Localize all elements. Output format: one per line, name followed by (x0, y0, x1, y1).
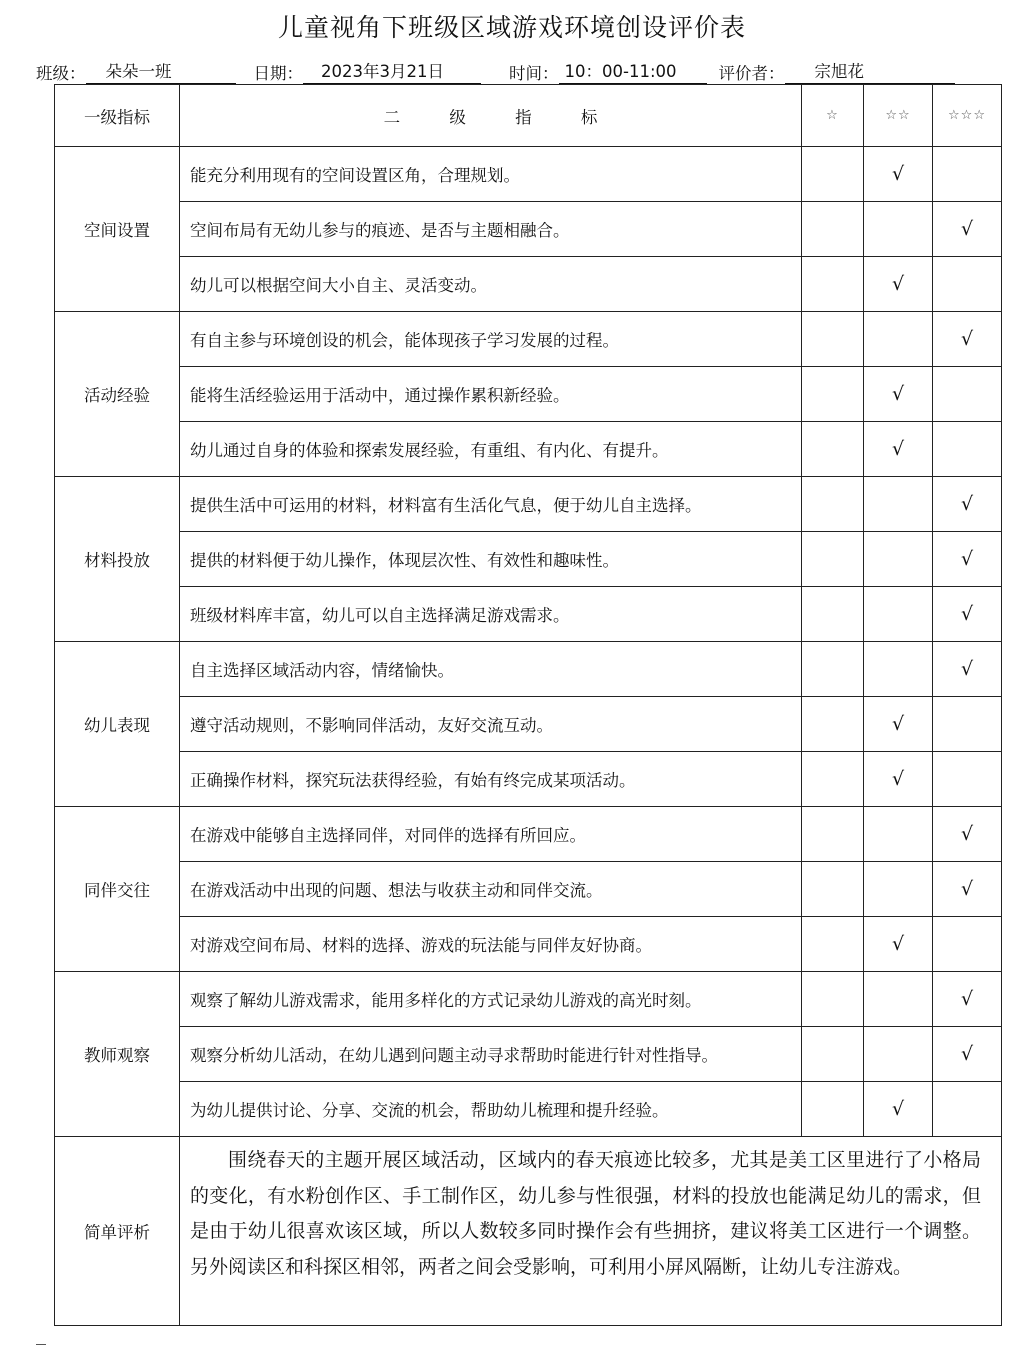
table-row (55, 972, 1002, 1027)
rating-cell-1-star[interactable] (802, 1082, 864, 1137)
table-row (55, 202, 1002, 257)
rating-cell-2-star[interactable] (864, 257, 933, 312)
rating-cell-3-star[interactable] (933, 697, 1002, 752)
rating-cell-1-star[interactable] (802, 587, 864, 642)
check-mark-icon: √ (891, 1098, 905, 1120)
table-header-row (55, 85, 1002, 147)
comment-row (55, 1137, 1002, 1326)
rating-cell-2-star[interactable] (864, 477, 933, 532)
rating-cell-2-star[interactable] (864, 147, 933, 202)
class-label: 班级： (36, 64, 86, 83)
check-mark-icon: √ (960, 493, 974, 515)
rating-cell-2-star[interactable] (864, 642, 933, 697)
rating-cell-2-star[interactable] (864, 202, 933, 257)
rating-cell-2-star[interactable] (864, 587, 933, 642)
criterion-cell: 幼儿可以根据空间大小自主、灵活变动。 (180, 257, 802, 312)
table-row (55, 147, 1002, 202)
criterion-cell: 观察了解幼儿游戏需求，能用多样化的方式记录幼儿游戏的高光时刻。 (180, 972, 802, 1027)
rating-cell-3-star[interactable] (933, 312, 1002, 367)
criterion-cell: 在游戏活动中出现的问题、想法与收获主动和同伴交流。 (180, 862, 802, 917)
check-mark-icon: √ (960, 658, 974, 680)
table-row (55, 1027, 1002, 1082)
check-mark-icon: √ (891, 163, 905, 185)
rating-cell-1-star[interactable] (802, 257, 864, 312)
rating-cell-1-star[interactable] (802, 1027, 864, 1082)
table-row (55, 477, 1002, 532)
check-mark-icon: √ (960, 1043, 974, 1065)
rating-cell-1-star[interactable] (802, 422, 864, 477)
rating-cell-2-star[interactable] (864, 1082, 933, 1137)
check-mark-icon: √ (960, 603, 974, 625)
rating-cell-3-star[interactable] (933, 422, 1002, 477)
criterion-cell: 提供生活中可运用的材料，材料富有生活化气息，便于幼儿自主选择。 (180, 477, 802, 532)
category-cell: 同伴交往 (55, 807, 180, 972)
table-row (55, 367, 1002, 422)
evaluator-value: 宗旭花 (814, 62, 864, 81)
rating-cell-2-star[interactable] (864, 312, 933, 367)
rating-cell-2-star[interactable] (864, 752, 933, 807)
table-row (55, 752, 1002, 807)
criterion-cell: 遵守活动规则，不影响同伴活动，友好交流互动。 (180, 697, 802, 752)
date-value: 2023年3月21日 (321, 62, 444, 81)
rating-cell-2-star[interactable] (864, 862, 933, 917)
rating-cell-3-star[interactable] (933, 752, 1002, 807)
header-one-star: ☆ (802, 85, 864, 147)
evaluator-label: 评价者： (718, 64, 785, 83)
rating-cell-1-star[interactable] (802, 367, 864, 422)
evaluation-table (54, 84, 1002, 1326)
check-mark-icon: √ (891, 768, 905, 790)
comment-label: 简单评析 (55, 1137, 180, 1326)
rating-cell-1-star[interactable] (802, 862, 864, 917)
check-mark-icon: √ (891, 383, 905, 405)
table-row (55, 257, 1002, 312)
rating-cell-1-star[interactable] (802, 752, 864, 807)
rating-cell-1-star[interactable] (802, 697, 864, 752)
header-three-star: ☆☆☆ (933, 85, 1002, 147)
criterion-cell: 正确操作材料，探究玩法获得经验，有始有终完成某项活动。 (180, 752, 802, 807)
rating-cell-3-star[interactable] (933, 642, 1002, 697)
rating-cell-3-star[interactable] (933, 202, 1002, 257)
category-cell: 空间设置 (55, 147, 180, 312)
criterion-cell: 自主选择区域活动内容，情绪愉快。 (180, 642, 802, 697)
check-mark-icon: √ (960, 823, 974, 845)
time-label: 时间： (509, 64, 559, 83)
criterion-cell: 有自主参与环境创设的机会，能体现孩子学习发展的过程。 (180, 312, 802, 367)
table-row (55, 422, 1002, 477)
rating-cell-3-star[interactable] (933, 477, 1002, 532)
category-cell: 幼儿表现 (55, 642, 180, 807)
rating-cell-3-star[interactable] (933, 532, 1002, 587)
rating-cell-3-star[interactable] (933, 367, 1002, 422)
table-row (55, 807, 1002, 862)
criterion-cell: 班级材料库丰富，幼儿可以自主选择满足游戏需求。 (180, 587, 802, 642)
check-mark-icon: √ (960, 878, 974, 900)
criterion-cell: 在游戏中能够自主选择同伴，对同伴的选择有所回应。 (180, 807, 802, 862)
rating-cell-3-star[interactable] (933, 587, 1002, 642)
rating-cell-1-star[interactable] (802, 202, 864, 257)
rating-cell-1-star[interactable] (802, 642, 864, 697)
time-field[interactable] (559, 62, 707, 84)
rating-cell-1-star[interactable] (802, 312, 864, 367)
rating-cell-2-star[interactable] (864, 367, 933, 422)
rating-cell-3-star[interactable] (933, 862, 1002, 917)
form-meta (36, 58, 1004, 84)
criterion-cell: 提供的材料便于幼儿操作，体现层次性、有效性和趣味性。 (180, 532, 802, 587)
category-cell: 教师观察 (55, 972, 180, 1137)
footer-dash (36, 1344, 46, 1345)
date-label: 日期： (253, 64, 303, 83)
rating-cell-1-star[interactable] (802, 477, 864, 532)
rating-cell-3-star[interactable] (933, 807, 1002, 862)
criterion-cell: 为幼儿提供讨论、分享、交流的机会，帮助幼儿梳理和提升经验。 (180, 1082, 802, 1137)
criterion-cell: 幼儿通过自身的体验和探索发展经验，有重组、有内化、有提升。 (180, 422, 802, 477)
rating-cell-3-star[interactable] (933, 147, 1002, 202)
rating-cell-1-star[interactable] (802, 972, 864, 1027)
table-row (55, 312, 1002, 367)
rating-cell-2-star[interactable] (864, 422, 933, 477)
criterion-cell: 能将生活经验运用于活动中，通过操作累积新经验。 (180, 367, 802, 422)
page-title: 儿童视角下班级区域游戏环境创设评价表 (277, 13, 746, 42)
table-row (55, 1082, 1002, 1137)
category-cell: 活动经验 (55, 312, 180, 477)
check-mark-icon: √ (891, 713, 905, 735)
rating-cell-2-star[interactable] (864, 807, 933, 862)
check-mark-icon: √ (891, 933, 905, 955)
rating-cell-2-star[interactable] (864, 972, 933, 1027)
header-level1: 一级指标 (55, 85, 180, 147)
header-level2: 二 级 指 标 (180, 85, 802, 147)
check-mark-icon: √ (891, 273, 905, 295)
rating-cell-2-star[interactable] (864, 1027, 933, 1082)
table-row (55, 587, 1002, 642)
table-row (55, 917, 1002, 972)
criterion-cell: 对游戏空间布局、材料的选择、游戏的玩法能与同伴友好协商。 (180, 917, 802, 972)
rating-cell-2-star[interactable] (864, 532, 933, 587)
criterion-cell: 空间布局有无幼儿参与的痕迹、是否与主题相融合。 (180, 202, 802, 257)
check-mark-icon: √ (960, 988, 974, 1010)
rating-cell-1-star[interactable] (802, 807, 864, 862)
date-field[interactable] (303, 62, 481, 84)
table-row (55, 862, 1002, 917)
rating-cell-3-star[interactable] (933, 1082, 1002, 1137)
table-row (55, 532, 1002, 587)
rating-cell-3-star[interactable] (933, 917, 1002, 972)
comment-text: 围绕春天的主题开展区域活动，区域内的春天痕迹比较多，尤其是美工区里进行了小格局的变化，有水粉创作区、手工制作区，幼儿参与性很强，材料的投放也能满足幼儿的需求，但是由于幼儿很喜欢该区域，所以人数较多同时操作会有些拥挤，建议将美工区进行一个调整。另外阅读区和科探区相邻，两者之间会受影响，可利用小屏风隔断，让幼儿专注游戏。 (180, 1137, 1002, 1326)
table-row (55, 697, 1002, 752)
rating-cell-3-star[interactable] (933, 972, 1002, 1027)
rating-cell-1-star[interactable] (802, 147, 864, 202)
criterion-cell: 观察分析幼儿活动，在幼儿遇到问题主动寻求帮助时能进行针对性指导。 (180, 1027, 802, 1082)
rating-cell-3-star[interactable] (933, 1027, 1002, 1082)
rating-cell-2-star[interactable] (864, 697, 933, 752)
check-mark-icon: √ (960, 548, 974, 570)
rating-cell-2-star[interactable] (864, 917, 933, 972)
criterion-cell: 能充分利用现有的空间设置区角，合理规划。 (180, 147, 802, 202)
category-cell: 材料投放 (55, 477, 180, 642)
check-mark-icon: √ (960, 328, 974, 350)
class-value: 朵朵一班 (105, 62, 172, 81)
table-row (55, 642, 1002, 697)
check-mark-icon: √ (891, 438, 905, 460)
rating-cell-3-star[interactable] (933, 257, 1002, 312)
header-two-star: ☆☆ (864, 85, 933, 147)
time-value: 10：00-11:00 (564, 62, 677, 81)
check-mark-icon: √ (960, 218, 974, 240)
evaluator-field[interactable] (785, 62, 955, 84)
rating-cell-1-star[interactable] (802, 532, 864, 587)
class-field[interactable] (86, 62, 236, 84)
rating-cell-1-star[interactable] (802, 917, 864, 972)
